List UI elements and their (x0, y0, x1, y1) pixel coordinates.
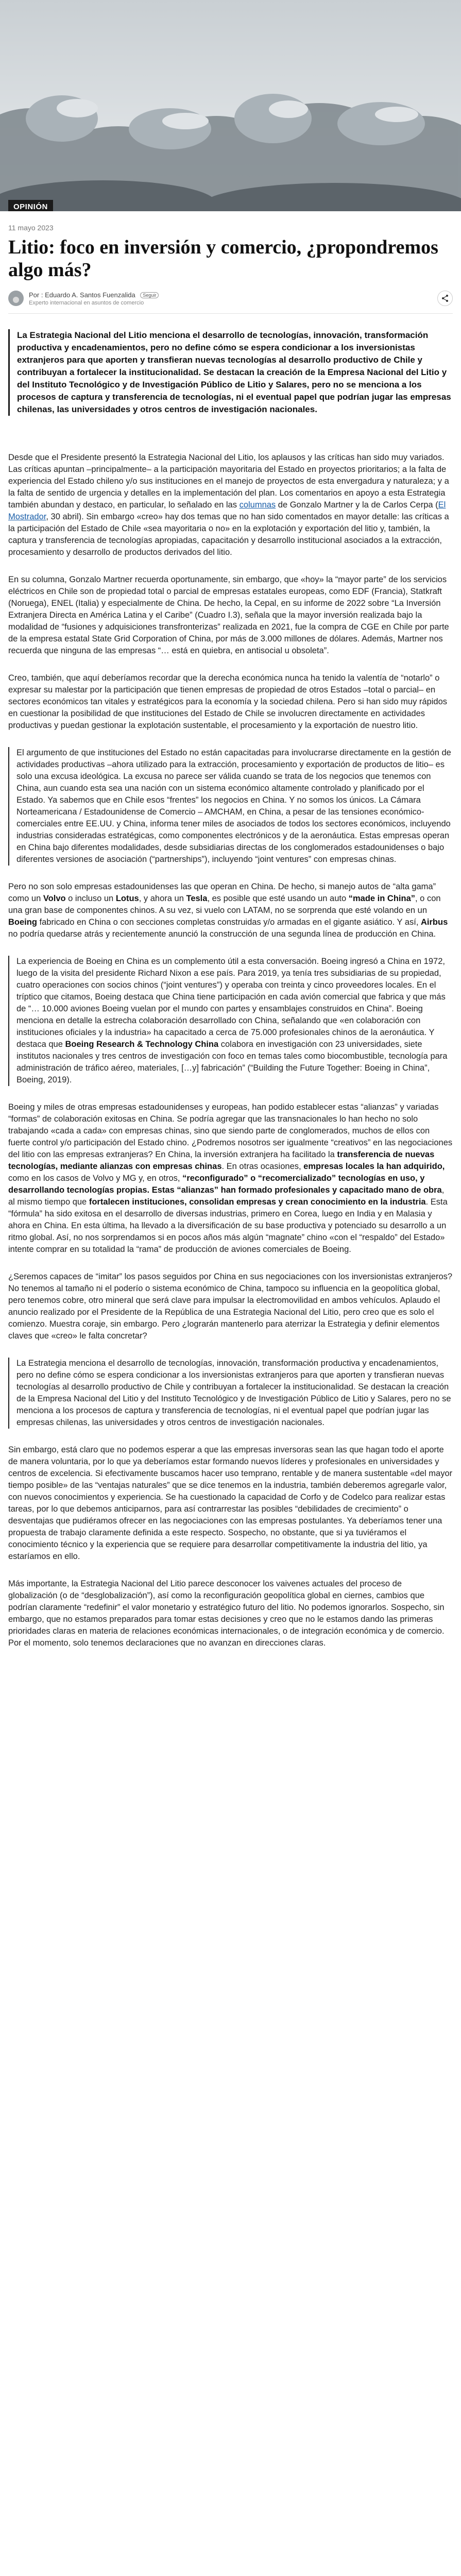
columnas-link[interactable]: columnas (239, 500, 276, 510)
p5-t5: , o con una gran base de componentes chinos. A su vez, si vuelo con LATAM, no se sorprenda que esté volando en un (8, 894, 441, 915)
p7-t2: . En otras ocasiones, (221, 1162, 304, 1171)
paragraph-9: La Estrategia menciona el desarrollo de tecnologías, innovación, transformación productiva y encadenamientos, pero no define cómo se espera condicionar a los inversionistas extranjeros para que aporten y transfieran nuevas tecnologías al desarrollo productivo de Chile y contribuyan a fortalecer la institucionalidad. Se destacan la creación de la Empresa Nacional del Litio y del Instituto Tecnológico y de Investigación Público de Litio y Salares, pero no se menciona a los procesos de captura y transferencia de tecnologías, ni el eventual papel que podrían jugar las empresas chilenas, las universidades y otros centros de investigación nacionales. (8, 1358, 453, 1429)
p7-b1: transferencia de nuevas tecnologías, mediante alianzas con empresas chinas (8, 1150, 435, 1171)
article-title: Litio: foco en inversión y comercio, ¿propondremos algo más? (8, 236, 438, 281)
author-name[interactable]: Eduardo A. Santos Fuenzalida (45, 291, 135, 299)
p7-t5: . Esta “fórmula” ha sido exitosa en el desarrollo de diversas industrias, primero en Corea, luego en India y en Malasia y ahora en China. En esta última, ha llevado a la diversificación de su base productiva y potenciado su desarrollo a un ritmo global. Así, no nos sorprendamos si en pocos años más algún “magnate” chino «con el “respaldo” del Estado» intente comprar en su totalidad la “rama” de producción de aviones comerciales de Boeing. (8, 1197, 448, 1254)
follow-button[interactable]: Seguir (140, 292, 159, 298)
p5-t6: fabricado en China o con secciones completas construidas y/o armadas en el gigante asiático. Y así, (37, 918, 421, 927)
paragraph-11: Más importante, la Estrategia Nacional del Litio parece desconocer los vaivenes actuales del proceso de globalización (o de “desglobalización”), así como la reconfiguración geopolítica global en ciernes, cambios que podrían claramente “redefinir” el valor monetario y estratégico futuro del litio. No podemos ignorarlos. Sospecho, sin embargo, que no estamos preparados para tomar estas decisiones y creo que no le estamos dando las primeras prioridades claras en materia de relaciones económicas internacionales, o de integración económica y de comercio. Por el momento, solo tenemos declaraciones que no avanzan en direcciones claras. (8, 1579, 445, 1648)
paragraph-6 (8, 956, 453, 1086)
paragraph-1-text-b: de Gonzalo Martner y la de Carlos Cerpa ( (276, 500, 438, 510)
publish-date: 11 mayo 2023 (8, 224, 54, 232)
p6-b1: Boeing Research & Technology China (65, 1040, 219, 1049)
paragraph-2: En su columna, Gonzalo Martner recuerda oportunamente, sin embargo, que «hoy» la “mayor parte” de los servicios eléctricos en Chile son de propiedad total o parcial de empresas estatales europeas, como EDF (Francia), Statkraft (Noruega), ENEL (Italia) y especialmente de China. De hecho, la Cepal, en su informe de 2022 sobre “La Inversión Extranjera Directa en América Latina y el Caribe” (Cuadro I.3), señala que la mayor inversión realizada bajo la modalidad de “fusiones y adquisiciones transfronterizas” realizada en 2021, fue la compra de CGE en Chile por parte de la empresa estatal State Grid Corporation of China, por más de 3.000 millones de dólares. Además, Martner nos recuerda que ninguna de las empresas “… está en quiebra, en antisocial u obsoleta”. (8, 575, 449, 655)
byline-row (8, 291, 453, 314)
paragraph-8: ¿Seremos capaces de “imitar” los pasos seguidos por China en sus negociaciones con los inversionistas extranjeros? No tenemos al tamaño ni el poderío o sistema económico de China, tampoco su influencia en la geopolítica global, pero tenemos cobre, otro mineral que será clave para impulsar la electromovilidad en ambos vehículos. Aplaudo el anuncio realizado por el Presidente de la República de una Estrategia Nacional del Litio, pero creo que es solo el comienzo. Muestra coraje, sin embargo. Pero ¿lograrán mantenerlo para aterrizar la Estrategia y definir elementos claves que «creo» le falta concretar? (8, 1272, 453, 1341)
article (0, 224, 461, 1675)
p6-t2: colabora en investigación con 23 universidades, siete institutos nacionales y tres centros de investigación con foco en temas tales como biocombustible, tecnología para administración de tráfico aéreo, materiales, […y] fabricación” (“Building the Future Together: Boeing in China”, Boeing, 2019). (16, 1040, 448, 1084)
p6-t1: La experiencia de Boeing en China es un complemento útil a esta conversación. Boeing ingresó a China en 1972, luego de la visita del presidente Richard Nixon a ese país. Para 2019, ya tenía tres subsidiarias de su propiedad, cuatro operaciones con socios chinos (“joint ventures”) y operaba con treinta y cinco proveedores locales. En el tríptico que citamos, Boeing destaca que China tiene participación en cada avión comercial que fabrica y que más de “… 10.000 aviones Boeing vuelan por el mundo con partes y ensamblajes construidos en China”. Boeing menciona en detalle la estrecha colaboración desarrollado con China, señalando que «en colaboración con instituciones oficiales y la industria» ha capacitado a cerca de 75.000 profesionales chinos de la aeronáutica. Y destaca que (16, 957, 446, 1049)
p5-b6: Airbus (421, 918, 448, 927)
author-avatar[interactable] (8, 291, 24, 306)
share-icon (441, 294, 449, 302)
el-mostrador-link[interactable]: El Mostrador (8, 500, 446, 521)
hero-rocks-illustration (0, 0, 461, 211)
p5-b1: Volvo (43, 894, 66, 903)
author-line (29, 291, 159, 299)
p7-b3: “reconfigurado” o “recomercializado” tecnologías en uso, y desarrollando tecnologías propias. Estas “alianzas” han formado profesionales y capacitado mano de obra (8, 1174, 442, 1195)
p5-t3: , y ahora un (139, 894, 186, 903)
p5-b4: “made in China” (348, 894, 416, 903)
byline (8, 291, 159, 306)
section-badge[interactable]: OPINIÓN (8, 200, 53, 211)
paragraph-7 (8, 1101, 453, 1256)
paragraph-4: El argumento de que instituciones del Estado no están capacitadas para involucrarse directamente en la gestión de actividades productivas –ahora utilizado para la extracción, procesamiento y exportación de productos de litio– es solo una excusa ideológica. La excusa no parece ser válida cuando se trata de los negocios que tenemos con China, aun cuando esta sea una nación con un sistema económico altamente controlado y planificado por el Estado. Ya sabemos que en Chile esos “frentes” los negocios en China. Y no somos los únicos. La Cámara Norteamericana / Estadounidense de Comercio – AMCHAM, en China, a pesar de las tensiones económico-comerciales entre EE.UU. y China, informa tener miles de asociados de todos los sectores económicos, incluyendo industrias consideradas estratégicas, como componentes electrónicos y de la aeronáutica. Estas empresas operan en China bajo diferentes modalidades, desde subsidiarias directas de los conglomerados estadounidenses o bajo diferentes versiones de asociación (“partnerships”), incluyendo “joint ventures” con empresas chinas. (8, 747, 453, 866)
article-summary: La Estrategia Nacional del Litio menciona el desarrollo de tecnologías, innovación, transformación productiva y encadenamientos, pero no define cómo se espera condicionar a los inversionistas extranjeros para que aporten y transfieran nuevas tecnologías al desarrollo productivo de Chile y contribuyan a fortalecer la institucionalidad. Se destacan la creación de la Empresa Nacional del Litio y del Instituto Tecnológico y de Investigación Público de Litio y Salares, pero no se menciona a los procesos de captura y transferencia de tecnologías, ni el eventual papel que podrían jugar las empresas chilenas, las universidades y otros centros de investigación nacionales. (8, 329, 453, 416)
p5-b2: Lotus (115, 894, 139, 903)
paragraph-1-text-c: , 30 abril). Sin embargo «creo» hay dos temas que no han sido comentados en mayor detalle: las críticas a la participación del Estado de Chile «sea mayoritaria o no» en la explotación y exportación del litio y, también, la captura y transferencia de tecnologías apropiadas, capacitación y desarrollo institucional asociados a la extracción, procesamiento y desarrollo de productos derivados del litio. (8, 512, 449, 557)
paragraph-1-text-a: Desde que el Presidente presentó la Estrategia Nacional del Litio, los aplausos y las críticas han sido muy variados. Las críticas apuntan –principalmente– a la participación mayoritaria del Estado en proyectos prioritarios; a la falta de experiencia del Estado chileno y/o sus instituciones en el manejo de proyectos de esta envergadura y naturaleza; y a la falta de sentido de urgencia y detalles en la implementación del plan. Los comentarios en apoyo a esta Estrategia también abundan y destaco, en particular, lo señalado en las (8, 453, 449, 510)
paragraph-1 (8, 452, 453, 558)
p5-t1: Pero no son solo empresas estadounidenses las que operan en China. De hecho, si manejo autos de “alta gama” como un (8, 882, 436, 903)
paragraph-3: Creo, también, que aquí deberíamos recordar que la derecha económica nunca ha tenido la valentía de “notarlo” o expresar su malestar por la participación que tienen empresas de propiedad de otros Estados –total o parcial– en sectores económicos tan vitales y estratégicos para la economía y la sociedad chilena. Pero si han sido muy rápidos en cuestionar la posibilidad de que instituciones del Estado de Chile se involucren directamente en actividades productivas y puedan gestionar la explotación sustentable, el procesamiento y la exportación de nuestro litio. (8, 673, 448, 730)
share-button[interactable] (437, 291, 453, 306)
p7-t1: Boeing y miles de otras empresas estadounidenses y europeas, han podido establecer estas “alianzas” y variadas “formas” de colaboración exitosas en China. Se podría agregar que las transnacionales lo han hecho no solo trabajando «cada a cada» con empresas chinas, sino que siendo parte de conglomerados, muchos de ellos con fuerte control y/o participación del Estado chino. ¿Podremos nosotros ser igualmente “creativos” en las negociaciones del litio con las empresas extranjeras? En China, la inversión extranjera ha facilitado la (8, 1103, 453, 1159)
byline-prefix: Por : (29, 291, 43, 299)
p5-t7: no podría quedarse atrás y recientemente anunció la construcción de una segunda línea de producción en China. (8, 929, 436, 939)
p7-t4: , al mismo tiempo que (8, 1185, 445, 1207)
p5-t4: , es posible que esté usando un auto (207, 894, 349, 903)
paragraph-10: Sin embargo, está claro que no podemos esperar a que las empresas inversoras sean las que hagan todo el aporte de manera voluntaria, por lo que ya deberíamos estar formando nuevos líderes y profesionales en universidades y centros de excelencia. Si efectivamente buscamos hacer uso temprano, rentable y de manera sustentable «del mayor tiempo posible» de las “ventajas naturales” que se dice tenemos en la industria, también deberemos agregarle valor, con nuevos conocimientos y experiencia. Se ha cuestionado la capacidad de Corfo y de Codelco para realizar estas tareas, por lo que debemos anticiparnos, para así contrarrestar las posibles “debilidades de crecimiento” o desventajas que pudiéramos ofrecer en las negociaciones con las empresas postulantes. Ya deberíamos tener una propuesta de trabajo claramente definida a este respecto. Sospecho, no obstante, que si ya tuviéramos el conocimiento técnico y la experiencia que se requiere para desarrollar competitivamente la industria del litio, ya estaríamos en ello. (8, 1445, 453, 1561)
p7-t3: como en los casos de Volvo y MG y, en otros, (8, 1174, 183, 1183)
hero-image (0, 0, 461, 211)
p5-t2: o incluso un (65, 894, 116, 903)
paragraph-5 (8, 881, 453, 940)
author-role: Experto internacional en asuntos de comercio (29, 299, 144, 306)
p7-b4: fortalecen instituciones, consolidan empresas y crean conocimiento en la industria (89, 1197, 426, 1207)
p5-b5: Boeing (8, 918, 37, 927)
p7-b2: empresas locales la han adquirido, (303, 1162, 445, 1171)
p5-b3: Tesla (186, 894, 208, 903)
